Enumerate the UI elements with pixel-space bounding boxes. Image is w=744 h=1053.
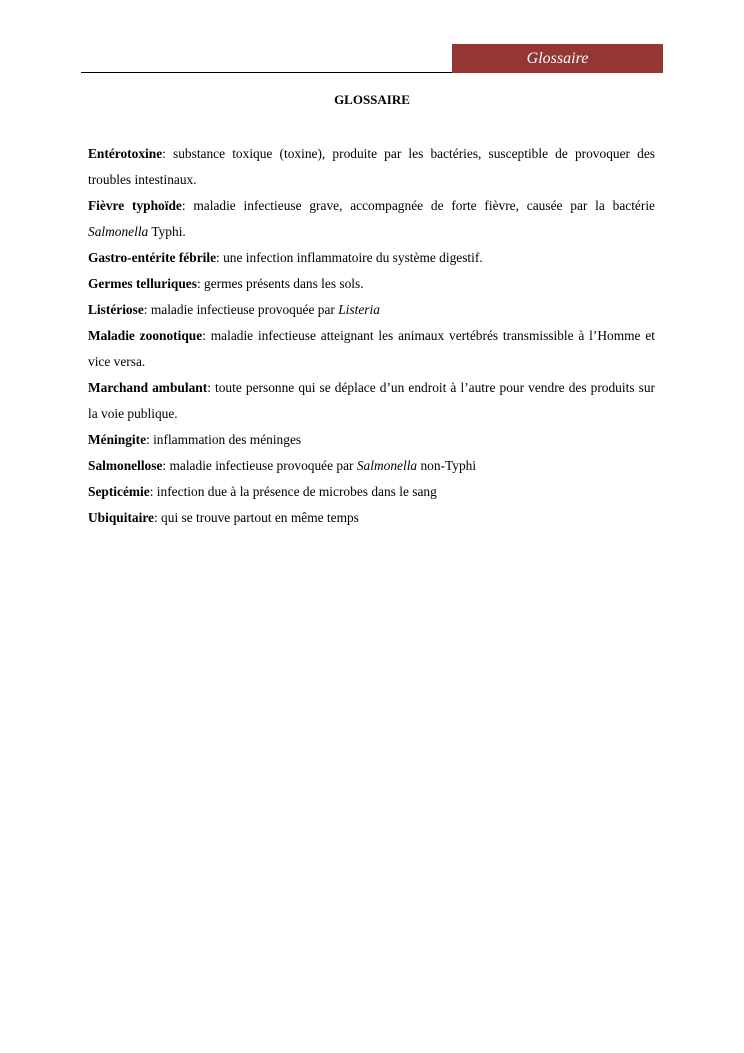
glossary-entry: [88, 297, 655, 323]
glossary-term: Salmonellose: [88, 458, 163, 473]
glossary-entry: [88, 427, 655, 453]
page-title: GLOSSAIRE: [334, 92, 410, 107]
glossary-term: Fièvre typhoïde: [88, 198, 182, 213]
glossary-entry: [88, 193, 655, 245]
glossary-entry: [88, 271, 655, 297]
glossary-entry: [88, 141, 655, 193]
glossary-term: Marchand ambulant: [88, 380, 208, 395]
glossary-entry: [88, 245, 655, 271]
glossary-entry: [88, 375, 655, 427]
glossary-definition: : toute personne qui se déplace d’un endroit à l’autre pour vendre des produits sur la voie publique.: [88, 380, 655, 421]
glossary-definition: : inflammation des méninges: [146, 432, 302, 447]
glossary-definition: : substance toxique (toxine), produite par les bactéries, susceptible de provoquer des troubles intestinaux.: [88, 146, 655, 187]
glossary-term: Septicémie: [88, 484, 150, 499]
glossary-definition: : germes présents dans les sols.: [196, 276, 364, 291]
glossary-definition: : maladie infectieuse grave, accompagnée de forte fièvre, causée par la bactérie: [181, 198, 655, 213]
glossary-definition-tail: non-Typhi: [417, 458, 477, 473]
glossary-term: Maladie zoonotique: [88, 328, 203, 343]
glossary-term: Entérotoxine: [88, 146, 163, 161]
glossary-definition: : qui se trouve partout en même temps: [153, 510, 359, 525]
glossary-entry: [88, 453, 655, 479]
glossary-term: Germes telluriques: [88, 276, 197, 291]
glossary-list: [88, 141, 655, 531]
glossary-entry: [88, 323, 655, 375]
glossary-entry: [88, 505, 655, 531]
glossary-definition: : maladie infectieuse provoquée par: [143, 302, 339, 317]
glossary-definition-italic: Listeria: [338, 302, 380, 317]
glossary-term: Méningite: [88, 432, 147, 447]
glossary-term: Listériose: [88, 302, 144, 317]
section-header-label: Glossaire: [452, 44, 663, 73]
glossary-definition: : maladie infectieuse atteignant les animaux vertébrés transmissible à l’Homme et vice versa.: [88, 328, 655, 369]
glossary-definition: : une infection inflammatoire du système digestif.: [216, 250, 483, 265]
glossary-term: Ubiquitaire: [88, 510, 154, 525]
glossary-definition: : infection due à la présence de microbes dans le sang: [149, 484, 437, 499]
glossary-definition-italic: Salmonella: [88, 224, 149, 239]
glossary-definition-tail: Typhi.: [148, 224, 186, 239]
glossary-definition-italic: Salmonella: [356, 458, 418, 473]
glossary-term: Gastro-entérite fébrile: [88, 250, 217, 265]
glossary-entry: [88, 479, 655, 505]
glossary-definition: : maladie infectieuse provoquée par: [162, 458, 357, 473]
